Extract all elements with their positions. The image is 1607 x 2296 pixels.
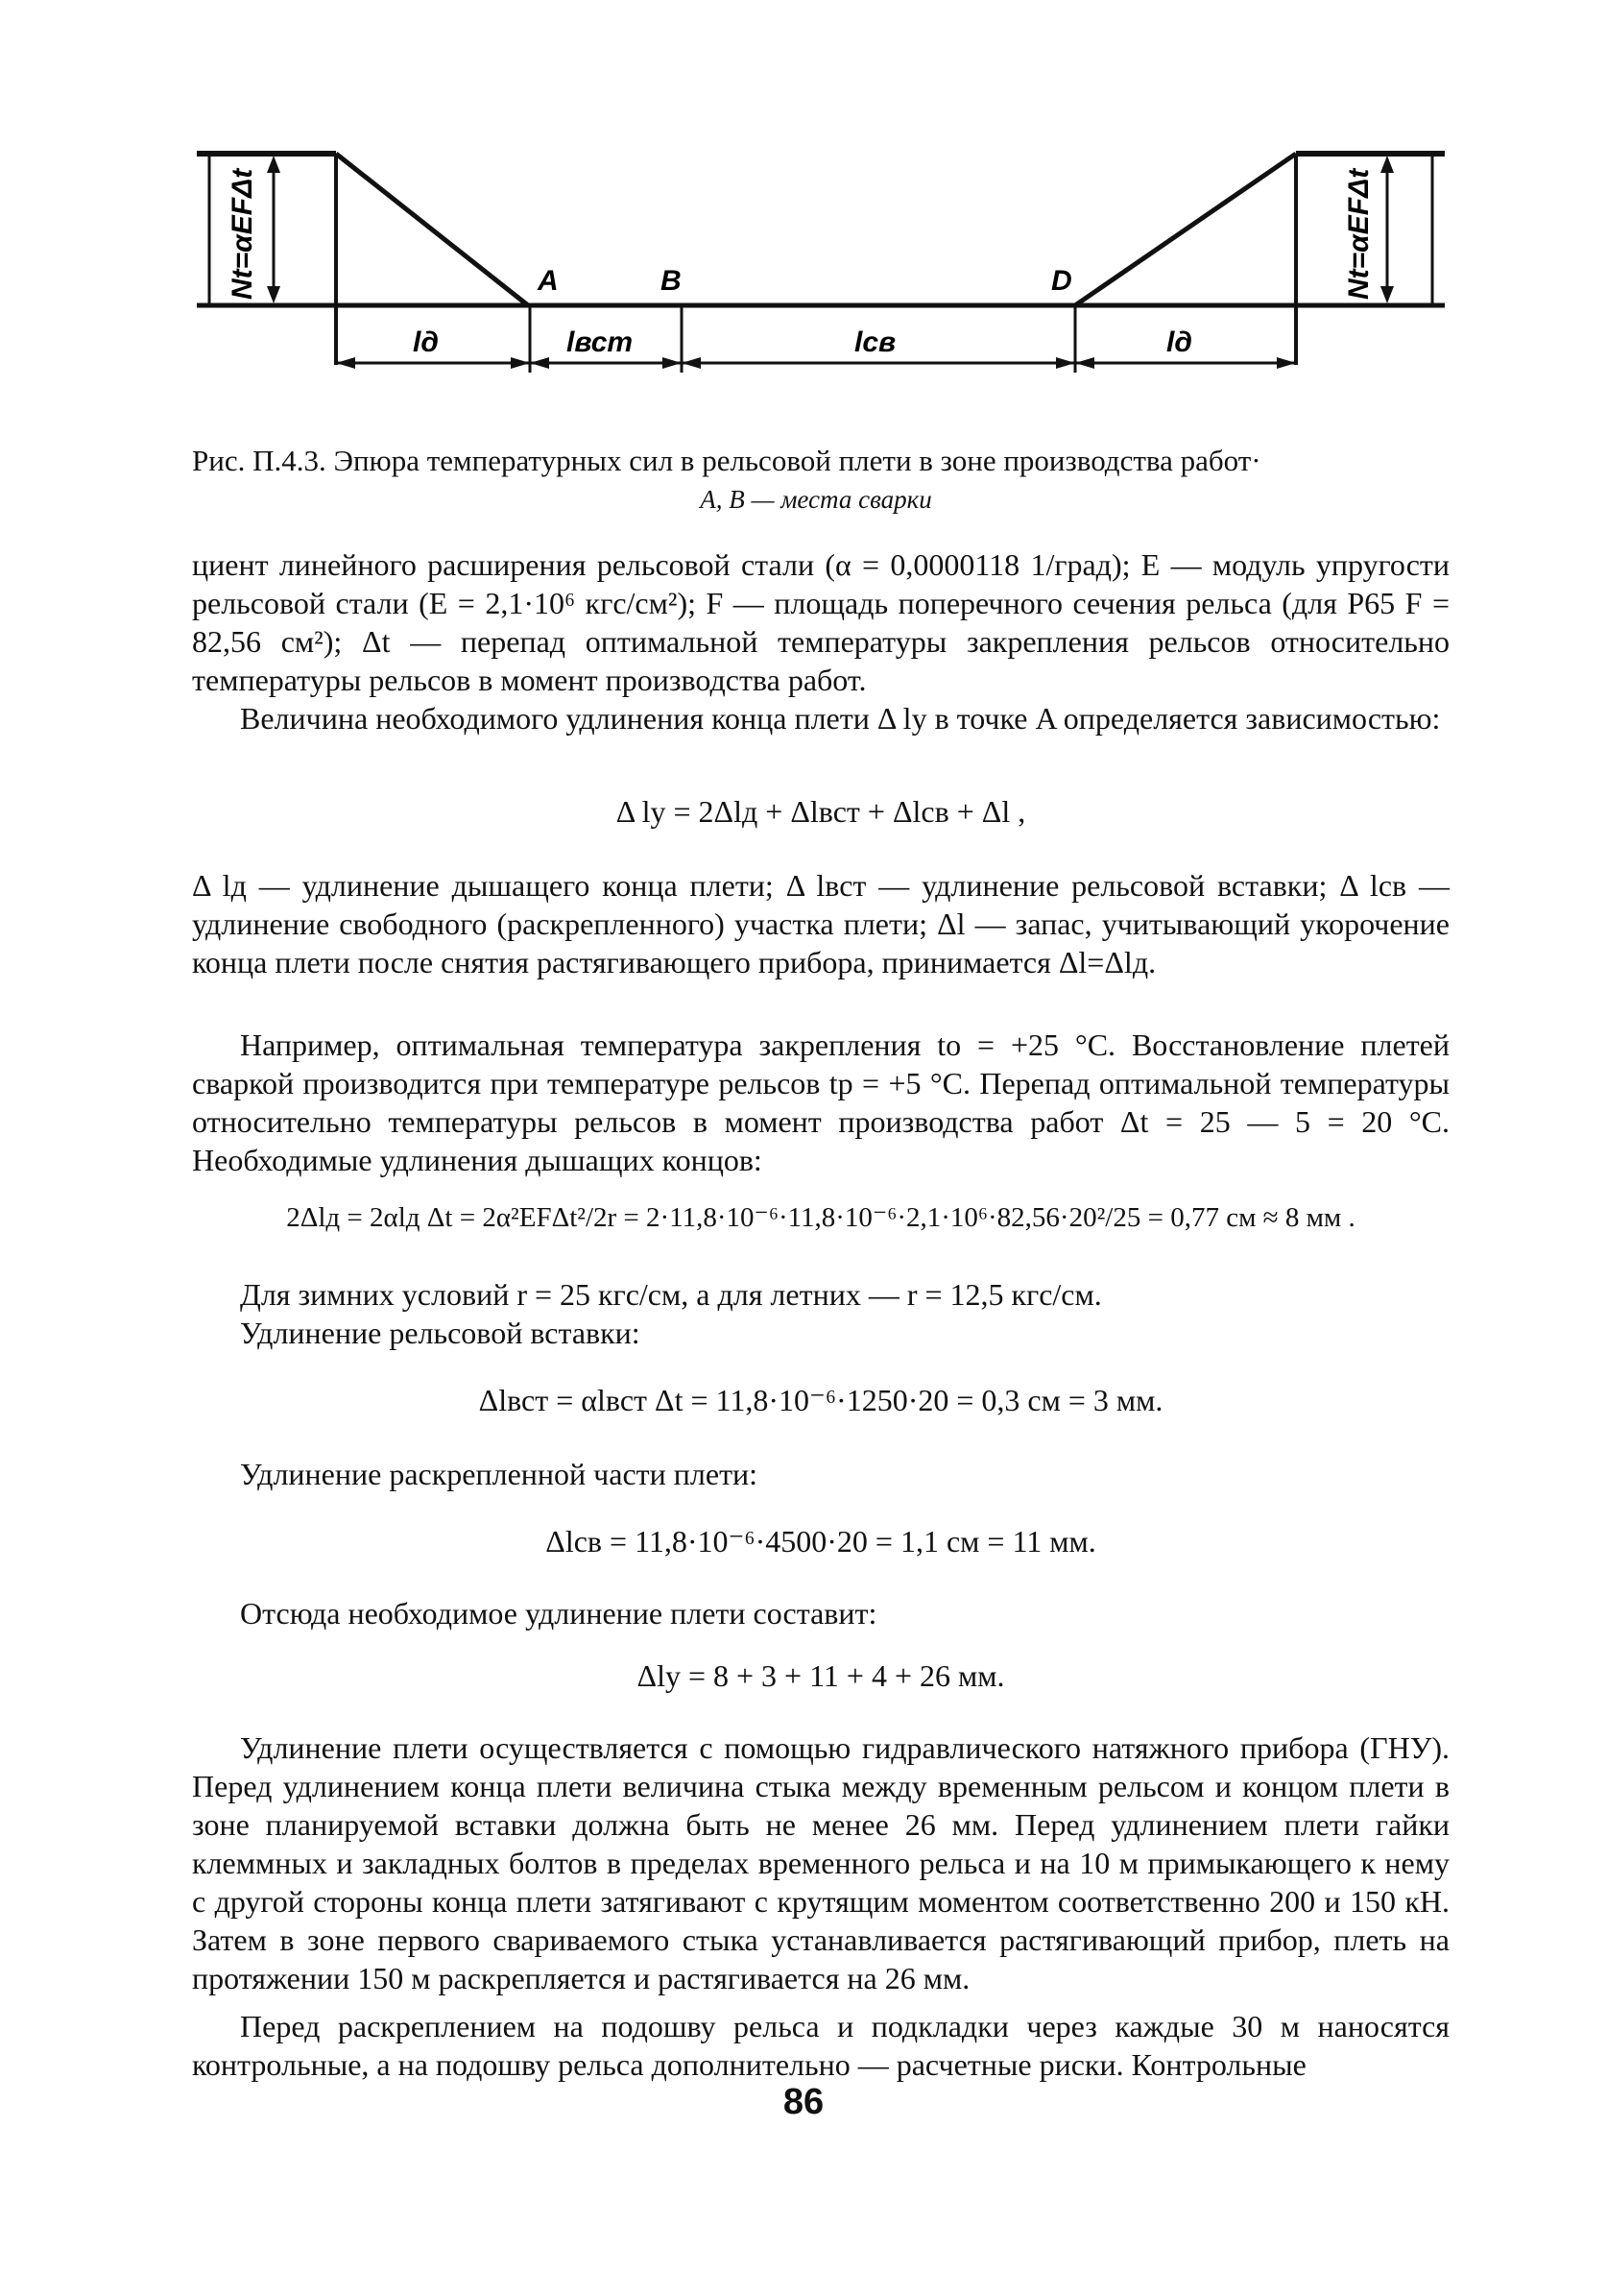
caption-line-2: А, В — места сварки xyxy=(700,485,932,514)
dim-arrow-8 xyxy=(1277,357,1296,369)
right-force-arrowhead-bottom xyxy=(1380,286,1394,303)
dim-lvst-label: lвст xyxy=(566,326,634,358)
left-slope xyxy=(336,154,528,305)
paragraph-6: Удлинение раскрепленной части плети: xyxy=(240,1457,758,1491)
formula-3: Δlвст = αlвст Δt = 11,8·10⁻⁶·1250·20 = 0,3 см = 3 мм. xyxy=(478,1383,1163,1417)
dim-arrow-6 xyxy=(1056,357,1075,369)
dim-ld-right-label: lд xyxy=(1166,326,1192,358)
left-force-label: Nt=αEFΔt xyxy=(227,168,258,300)
point-a-label: A xyxy=(538,265,559,297)
dim-arrow-5 xyxy=(682,357,701,369)
paragraph-3: Δ lд — удлинение дышащего конца плети; Δ lвст — удлинение рельсовой вставки; Δ lсв — удлинение свободного (раскрепленного) участка плети; Δl — запас, учитывающий укорочение конца плети после снятия растягивающего прибора, принимается Δl=Δlд. xyxy=(192,868,1450,979)
dim-arrow-4 xyxy=(662,357,682,369)
dim-arrow-2 xyxy=(511,357,530,369)
paragraph-2: Величина необходимого удлинения конца плети Δ lу в точке A определяется зависимостью: xyxy=(240,701,1441,736)
dim-arrow-7 xyxy=(1075,357,1094,369)
force-diagram-svg xyxy=(182,134,1459,423)
right-force-label: Nt=αEFΔt xyxy=(1343,168,1375,300)
paragraph-8: Удлинение плети осуществляется с помощью гидравлического натяжного прибора (ГНУ). Перед удлинением конца плети величина стыка между временным рельсом и концом плети в зоне планируемой вставки должна быть не менее 26 мм. Перед удлинением плети гайки клеммных и закладных болтов в пределах временного рельса и на 10 м примыкающего к нему с другой стороны конца плети затягивают с крутящим моментом соответственно 200 и 150 кН. Затем в зоне первого свариваемого стыка устанавливается растягивающий прибор, плеть на протяжении 150 м раскрепляется и растягивается на 26 мм. xyxy=(192,1730,1450,1995)
left-force-arrowhead-top xyxy=(267,156,280,173)
paragraph-5a: Для зимних условий r = 25 кгс/см, а для летних — r = 12,5 кгс/см. xyxy=(240,1277,1102,1312)
right-slope xyxy=(1075,154,1296,305)
point-d-label: D xyxy=(1051,265,1072,297)
formula-2: 2Δlд = 2αlд Δt = 2α²EFΔt²/2r = 2·11,8·10⁻⁶·11,8·10⁻⁶·2,1·10⁶·82,56·20²/25 = 0,77 см ≈ 8 мм . xyxy=(286,1202,1355,1233)
dim-arrow-1 xyxy=(336,357,355,369)
dim-arrow-3 xyxy=(530,357,549,369)
dim-lsv-label: lсв xyxy=(854,326,897,358)
formula-5: Δlу = 8 + 3 + 11 + 4 + 26 мм. xyxy=(636,1658,1005,1693)
point-b-label: B xyxy=(660,265,682,297)
caption-line-1: Рис. П.4.3. Эпюра температурных сил в рельсовой плети в зоне производства работ· xyxy=(192,444,1261,477)
paragraph-1: циент линейного расширения рельсовой стали (α = 0,0000118 1/град); E — модуль упругости рельсовой стали (E = 2,1·10⁶ кгс/см²); F — площадь поперечного сечения рельса (для Р65 F = 82,56 см²); Δt — перепад оптимальной температуры закрепления рельсов относительно температуры рельсов в момент производства работ. xyxy=(192,547,1450,697)
paragraph-7: Отсюда необходимое удлинение плети составит: xyxy=(240,1596,877,1631)
formula-4: Δlсв = 11,8·10⁻⁶·4500·20 = 1,1 см = 11 мм. xyxy=(545,1524,1096,1559)
formula-1: Δ lу = 2Δlд + Δlвст + Δlсв + Δl , xyxy=(615,794,1026,829)
dim-ld-left-label: lд xyxy=(413,326,439,358)
left-force-arrowhead-bottom xyxy=(267,286,280,303)
page-number: 86 xyxy=(782,2082,825,2122)
right-force-arrowhead-top xyxy=(1380,156,1394,173)
paragraph-5b: Удлинение рельсовой вставки: xyxy=(240,1316,640,1350)
paragraph-9: Перед раскреплением на подошву рельса и подкладки через каждые 30 м наносятся контрольные, а на подошву рельса дополнительно — расчетные риски. Контрольные xyxy=(192,2009,1450,2082)
paragraph-4: Например, оптимальная температура закрепления tо = +25 °C. Восстановление плетей сваркой производится при температуре рельсов tр = +5 °C. Перепад оптимальной температуры относительно температуры рельсов в момент производства работ Δt = 25 — 5 = 20 °C. Необходимые удлинения дышащих концов: xyxy=(192,1027,1450,1177)
force-diagram xyxy=(182,134,1459,423)
figure-caption xyxy=(192,442,1440,519)
